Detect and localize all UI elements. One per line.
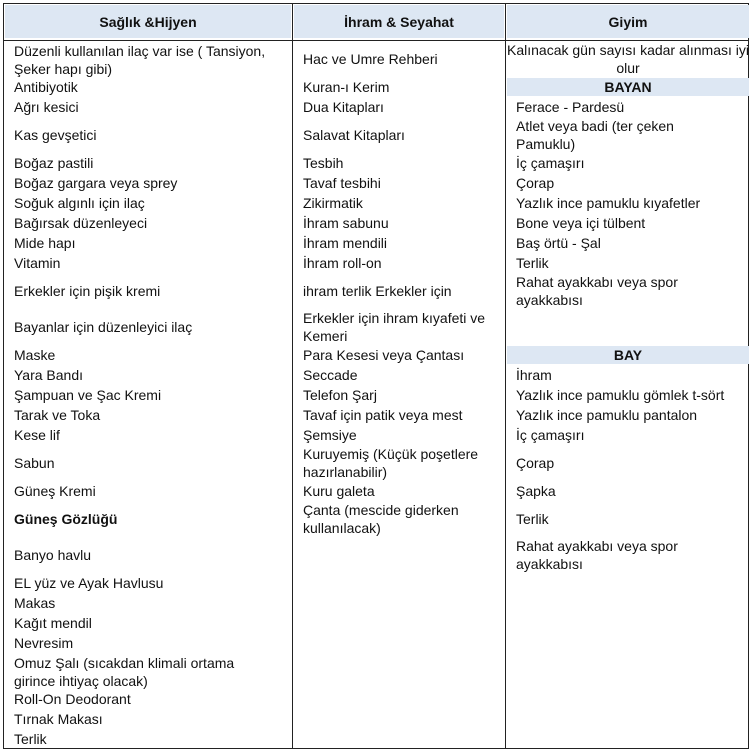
list-item: Terlik [14,731,47,747]
list-item: Kağıt mendil [14,615,92,631]
list-item: Dua Kitapları [303,99,384,115]
list-item: İç çamaşırı [516,427,585,443]
list-item: Rahat ayakkabı veya spor ayakkabısı [516,538,678,572]
list-item: Güneş Gözlüğü [14,511,118,527]
list-item: İhram [516,367,552,383]
list-item: Ferace - Pardesü [516,99,625,115]
list-item: Kese lif [14,427,60,443]
list-item: Bağırsak düzenleyeci [14,215,148,231]
list-item: Telefon Şarj [303,387,377,403]
list-item: Banyo havlu [14,547,92,563]
column-divider [505,3,506,749]
list-item: Tavaf tesbihi [303,175,381,191]
list-item: Tesbih [303,155,344,171]
list-item: Yazlık ince pamuklu kıyafetler [516,195,701,211]
list-item: Maske [14,347,56,363]
list-item: Yazlık ince pamuklu gömlek t-sört [516,387,725,403]
list-item: Ağrı kesici [14,99,79,115]
list-item: Çorap [516,455,555,471]
list-item: Rahat ayakkabı veya spor ayakkabısı [516,274,678,308]
list-item: Erkekler için pişik kremi [14,283,161,299]
section-header-men: BAY [507,346,749,364]
list-item: Tavaf için patik veya mest [303,407,463,423]
list-item: Erkekler için ihram kıyafeti ve Kemeri [303,310,486,344]
clothing-note: Kalınacak gün sayısı kadar alınması iyi olur [507,42,750,76]
column-header-ihram: İhram & Seyahat [294,5,504,38]
list-item: İç çamaşırı [516,155,585,171]
list-item: Kuruyemiş (Küçük poşetlere hazırlanabilir) [303,446,479,480]
list-item: Kas gevşetici [14,127,97,143]
list-item: Nevresim [14,635,74,651]
list-item: Tırnak Makası [14,711,103,727]
list-item: Güneş Kremi [14,483,96,499]
list-item: Omuz Şalı (sıcakdan klimali ortama girince ihtiyaç olacak) [14,655,235,689]
list-item: Düzenli kullanılan ilaç var ise ( Tansiyon, Şeker hapı gibi) [14,43,266,77]
list-item: Şemsiye [303,427,357,443]
list-item: ihram terlik Erkekler için [303,283,452,299]
list-item: İhram roll-on [303,255,382,271]
list-item: Makas [14,595,56,611]
section-header-women: BAYAN [507,78,749,96]
list-item: Atlet veya badi (ter çeken Pamuklu) [516,118,674,152]
list-item: EL yüz ve Ayak Havlusu [14,575,164,591]
list-item: İhram mendili [303,235,388,251]
list-item: Terlik [516,255,549,271]
list-item: Soğuk algınlı için ilaç [14,195,145,211]
list-item: Salavat Kitapları [303,127,405,143]
list-item: Seccade [303,367,358,383]
list-item: Antibiyotik [14,79,78,95]
list-item: Bone veya içi tülbent [516,215,646,231]
list-item: Zikirmatik [303,195,363,211]
list-item: Çanta (mescide giderken kullanılacak) [303,502,459,536]
column-header-health: Sağlık &Hijyen [5,5,291,38]
list-item: Boğaz pastili [14,155,94,171]
list-item: Şampuan ve Şac Kremi [14,387,162,403]
list-item: Şapka [516,483,556,499]
list-item: Kuru galeta [303,483,375,499]
list-item: Roll-On Deodorant [14,691,131,707]
list-item: Mide hapı [14,235,76,251]
list-item: Hac ve Umre Rehberi [303,51,438,67]
list-item: Tarak ve Toka [14,407,101,423]
list-item: Baş örtü - Şal [516,235,601,251]
list-item: Kuran-ı Kerim [303,79,390,95]
list-item: Vitamin [14,255,61,271]
list-item: Sabun [14,455,55,471]
list-item: Bayanlar için düzenleyici ilaç [14,319,193,335]
column-header-clothing: Giyim [507,5,749,38]
list-item: Terlik [516,511,549,527]
column-divider [292,3,293,749]
list-item: Para Kesesi veya Çantası [303,347,465,363]
list-item: Yazlık ince pamuklu pantalon [516,407,698,423]
list-item: İhram sabunu [303,215,389,231]
list-item: Boğaz gargara veya sprey [14,175,178,191]
list-item: Çorap [516,175,555,191]
list-item: Yara Bandı [14,367,84,383]
